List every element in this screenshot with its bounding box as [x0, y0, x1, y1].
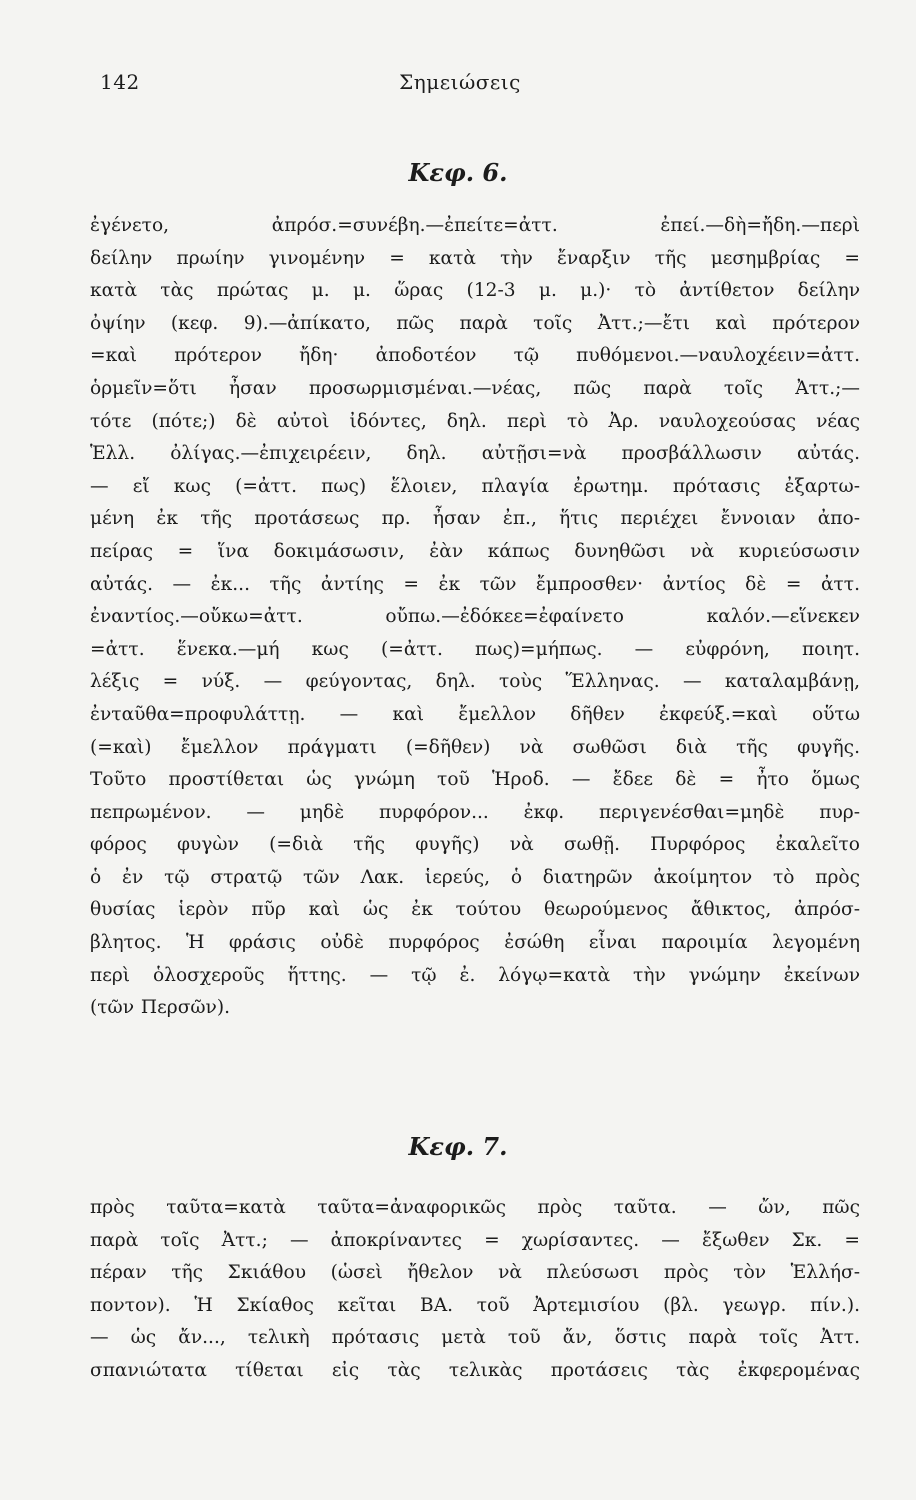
text-line: μένη ἐκ τῆς προτάσεως πρ. ἦσαν ἐπ., ἥτις περιέχει ἔννοιαν ἀπο- [90, 508, 860, 530]
chapter-heading-7: Κεφ. 7. [408, 1132, 508, 1161]
text-line: ἐναντίος.—οὔκω=ἀττ. οὔπω.—ἐδόκεε=ἐφαίνετο καλόν.—εἵνεκεν [90, 606, 860, 628]
text-line: λέξις = νύξ. — φεύγοντας, δηλ. τοὺς Ἕλληνας. — καταλαμβάνῃ, [90, 671, 860, 693]
text-line: πέραν τῆς Σκιάθου (ὡσεὶ ἤθελον νὰ πλεύσωσι πρὸς τὸν Ἑλλήσ- [90, 1262, 860, 1284]
page-number: 142 [100, 70, 140, 94]
text-line: αὐτάς. — ἐκ... τῆς ἀντίης = ἐκ τῶν ἔμπροσθεν· ἀντίος δὲ = ἀττ. [90, 573, 860, 595]
running-title: Σημειώσεις [399, 70, 521, 94]
text-line: δείλην πρωίην γινομένην = κατὰ τὴν ἔναρξιν τῆς μεσημβρίας = [90, 247, 860, 269]
text-line: (τῶν Περσῶν). [90, 997, 231, 1019]
text-line: =ἀττ. ἕνεκα.—μή κως (=ἀττ. πως)=μήπως. — εὐφρόνη, ποιητ. [90, 638, 860, 660]
text-line: Ἑλλ. ὀλίγας.—ἐπιχειρέειν, δηλ. αὐτῇσι=νὰ προσβάλλωσιν αὐτάς. [90, 443, 860, 465]
text-line: ὁρμεῖν=ὅτι ἦσαν προσωρμισμέναι.—νέας, πῶς παρὰ τοῖς Ἀττ.;— [90, 377, 860, 399]
text-line: τότε (πότε;) δὲ αὐτοὶ ἰδόντες, δηλ. περὶ τὸ Ἀρ. ναυλοχεούσας νέας [90, 410, 860, 432]
text-line: ποντον). Ἡ Σκίαθος κεῖται ΒΑ. τοῦ Ἀρτεμισίου (βλ. γεωγρ. πίν.). [90, 1294, 860, 1316]
text-line: (=καὶ) ἔμελλον πράγματι (=δῆθεν) νὰ σωθῶσι διὰ τῆς φυγῆς. [90, 736, 860, 758]
chapter-6-notes [90, 210, 860, 1025]
text-line: =καὶ πρότερον ἤδη· ἀποδοτέον τῷ πυθόμενοι.—ναυλοχέειν=ἀττ. [90, 345, 860, 367]
text-line: πρὸς ταῦτα=κατὰ ταῦτα=ἀναφορικῶς πρὸς ταῦτα. — ὤν, πῶς [90, 1197, 860, 1218]
text-line: σπανιώτατα τίθεται εἰς τὰς τελικὰς προτάσεις τὰς ἐκφερομένας [90, 1359, 860, 1381]
text-line: ὀψίην (κεφ. 9).—ἀπίκατο, πῶς παρὰ τοῖς Ἀττ.;—ἔτι καὶ πρότερον [90, 312, 860, 334]
text-line: βλητος. Ἡ φράσις οὐδὲ πυρφόρος ἐσώθη εἶναι παροιμία λεγομένη [90, 932, 860, 954]
text-line: θυσίας ἱερὸν πῦρ καὶ ὡς ἐκ τούτου θεωρούμενος ἄθικτος, ἀπρόσ- [90, 899, 860, 921]
page-header [100, 70, 820, 100]
text-line: — εἴ κως (=ἀττ. πως) ἕλοιεν, πλαγία ἐρωτημ. πρότασις ἐξαρτω- [90, 475, 860, 497]
chapter-heading-6: Κεφ. 6. [408, 158, 508, 187]
text-line: κατὰ τὰς πρώτας μ. μ. ὥρας (12-3 μ. μ.)· τὸ ἀντίθετον δείλην [90, 280, 860, 302]
text-line: φόρος φυγὼν (=διὰ τῆς φυγῆς) νὰ σωθῇ. Πυρφόρος ἐκαλεῖτο [90, 834, 860, 856]
text-line: ἐγένετο, ἀπρόσ.=συνέβη.—ἐπείτε=ἀττ. ἐπεί.—δὴ=ἤδη.—περὶ [90, 215, 860, 236]
text-line: ἐνταῦθα=προφυλάττῃ. — καὶ ἔμελλον δῆθεν ἐκφεύξ.=καὶ οὕτω [90, 703, 860, 725]
text-line: ὁ ἐν τῷ στρατῷ τῶν Λακ. ἱερεύς, ὁ διατηρῶν ἀκοίμητον τὸ πρὸς [90, 866, 860, 888]
text-line: Τοῦτο προστίθεται ὡς γνώμη τοῦ Ἡροδ. — ἔδεε δὲ = ἦτο ὅμως [90, 769, 860, 791]
text-line: — ὡς ἄν..., τελικὴ πρότασις μετὰ τοῦ ἄν, ὅστις παρὰ τοῖς Ἀττ. [90, 1327, 860, 1349]
text-line: πεπρωμένον. — μηδὲ πυρφόρον... ἐκφ. περιγενέσθαι=μηδὲ πυρ- [90, 801, 860, 823]
text-line: περὶ ὁλοσχεροῦς ἥττης. — τῷ ἐ. λόγῳ=κατὰ τὴν γνώμην ἐκείνων [90, 964, 860, 986]
text-line: πείρας = ἵνα δοκιμάσωσιν, ἐὰν κάπως δυνηθῶσι νὰ κυριεύσωσιν [90, 540, 860, 562]
chapter-7-notes [90, 1192, 860, 1388]
text-line: παρὰ τοῖς Ἀττ.; — ἀποκρίναντες = χωρίσαντες. — ἔξωθεν Σκ. = [90, 1229, 860, 1251]
